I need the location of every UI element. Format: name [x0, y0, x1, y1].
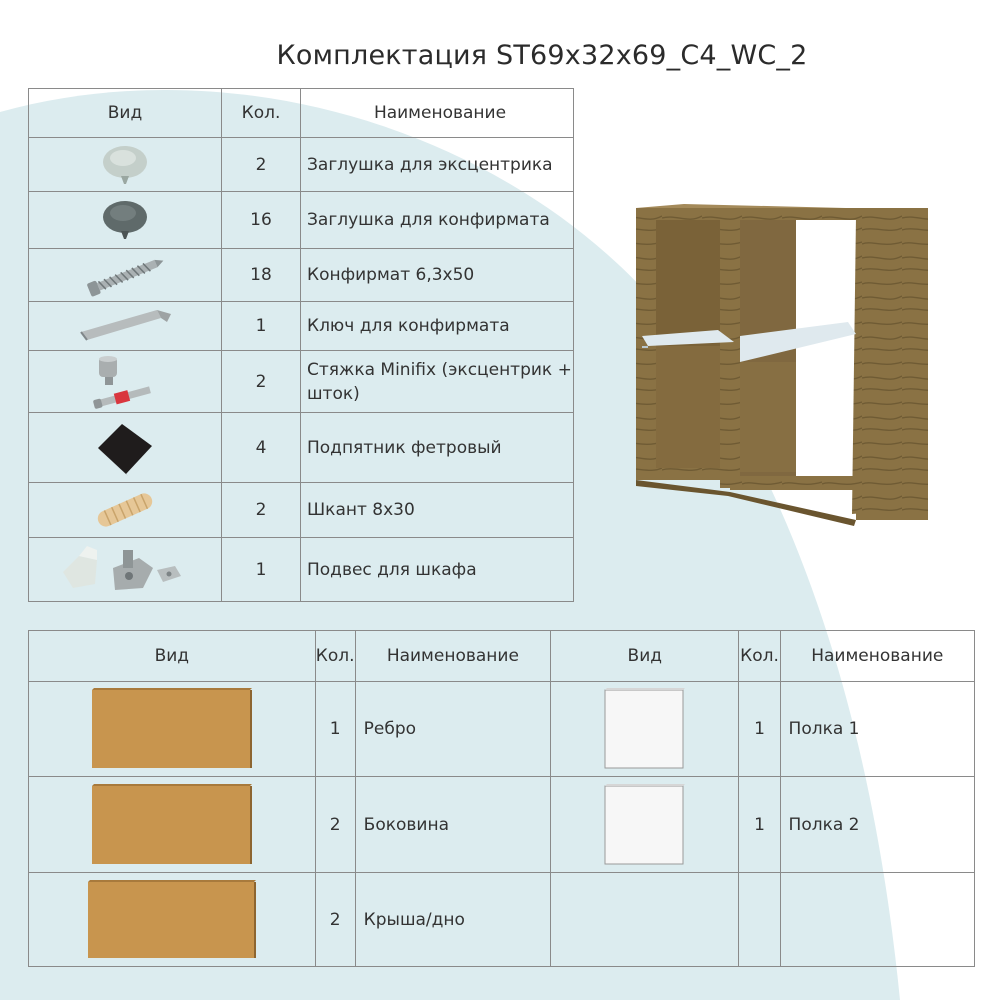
- name-cell: Заглушка для эксцентрика: [301, 138, 574, 192]
- view-cell: [29, 538, 222, 602]
- empty-cell: [551, 873, 739, 967]
- name-cell: Подвес для шкафа: [301, 538, 574, 602]
- panels-table: [28, 630, 975, 967]
- qty-cell: 2: [315, 777, 355, 873]
- qty-cell: 16: [222, 192, 301, 249]
- view-cell: [29, 192, 222, 249]
- hardware-table: [28, 88, 574, 602]
- name-cell: Конфирмат 6,3х50: [301, 249, 574, 302]
- view-cell: [29, 351, 222, 413]
- hex-key-icon: [75, 306, 175, 346]
- empty-cell: [739, 873, 780, 967]
- minifix-icon: [85, 353, 165, 411]
- qty-cell: 18: [222, 249, 301, 302]
- screw-icon: [80, 253, 170, 297]
- cam-cap-icon: [95, 142, 155, 188]
- header-name-left: Наименование: [355, 631, 550, 682]
- felt-pad-icon: [90, 418, 160, 478]
- header-qty-right: Кол.: [739, 631, 780, 682]
- qty-cell: 4: [222, 413, 301, 483]
- page-title: Комплектация ST69x32x69_C4_WC_2: [276, 40, 808, 71]
- qty-cell: 2: [222, 351, 301, 413]
- header-view-right: Вид: [551, 631, 739, 682]
- qty-cell: 1: [222, 302, 301, 351]
- panel-view-cell: [551, 682, 739, 777]
- header-view: Вид: [29, 89, 222, 138]
- empty-cell: [780, 873, 974, 967]
- panel-view-cell: [551, 777, 739, 873]
- header-qty: Кол.: [222, 89, 301, 138]
- table-row: [29, 249, 574, 302]
- table-row: [29, 873, 975, 967]
- header-qty-left: Кол.: [315, 631, 355, 682]
- dowel-icon: [88, 488, 162, 532]
- table-row: [29, 413, 574, 483]
- view-cell: [29, 249, 222, 302]
- rib-panel-image: [90, 686, 254, 772]
- table-row: [29, 538, 574, 602]
- name-cell: Крыша/дно: [355, 873, 550, 967]
- name-cell: Шкант 8х30: [301, 483, 574, 538]
- table-row: [29, 682, 975, 777]
- qty-cell: 1: [222, 538, 301, 602]
- qty-cell: 2: [222, 483, 301, 538]
- panel-view-cell: [29, 682, 316, 777]
- view-cell: [29, 302, 222, 351]
- name-cell: Полка 2: [780, 777, 974, 873]
- table-row: [29, 302, 574, 351]
- view-cell: [29, 138, 222, 192]
- panels-header-row: [29, 631, 975, 682]
- name-cell: Ключ для конфирмата: [301, 302, 574, 351]
- top-bottom-panel-image: [86, 878, 258, 962]
- hanger-icon: [57, 542, 193, 598]
- table-row: [29, 192, 574, 249]
- header-view-left: Вид: [29, 631, 316, 682]
- header-name: Наименование: [301, 89, 574, 138]
- confirmat-cap-icon: [95, 197, 155, 243]
- side-panel-image: [90, 782, 254, 868]
- shelf1-panel-image: [603, 686, 687, 772]
- panel-view-cell: [29, 873, 316, 967]
- qty-cell: 1: [739, 777, 780, 873]
- qty-cell: 1: [739, 682, 780, 777]
- view-cell: [29, 483, 222, 538]
- table-row: [29, 777, 975, 873]
- name-cell: Подпятник фетровый: [301, 413, 574, 483]
- shelf2-panel-image: [603, 782, 687, 868]
- name-cell: Полка 1: [780, 682, 974, 777]
- name-cell: Ребро: [355, 682, 550, 777]
- table-row: [29, 138, 574, 192]
- qty-cell: 2: [315, 873, 355, 967]
- name-cell: Боковина: [355, 777, 550, 873]
- name-cell: Стяжка Minifix (эксцентрик + шток): [301, 351, 574, 413]
- name-cell: Заглушка для конфирмата: [301, 192, 574, 249]
- table-row: [29, 483, 574, 538]
- panel-view-cell: [29, 777, 316, 873]
- hardware-header-row: [29, 89, 574, 138]
- table-row: [29, 351, 574, 413]
- qty-cell: 2: [222, 138, 301, 192]
- shelf-unit-illustration: [622, 196, 938, 536]
- header-name-right: Наименование: [780, 631, 974, 682]
- qty-cell: 1: [315, 682, 355, 777]
- view-cell: [29, 413, 222, 483]
